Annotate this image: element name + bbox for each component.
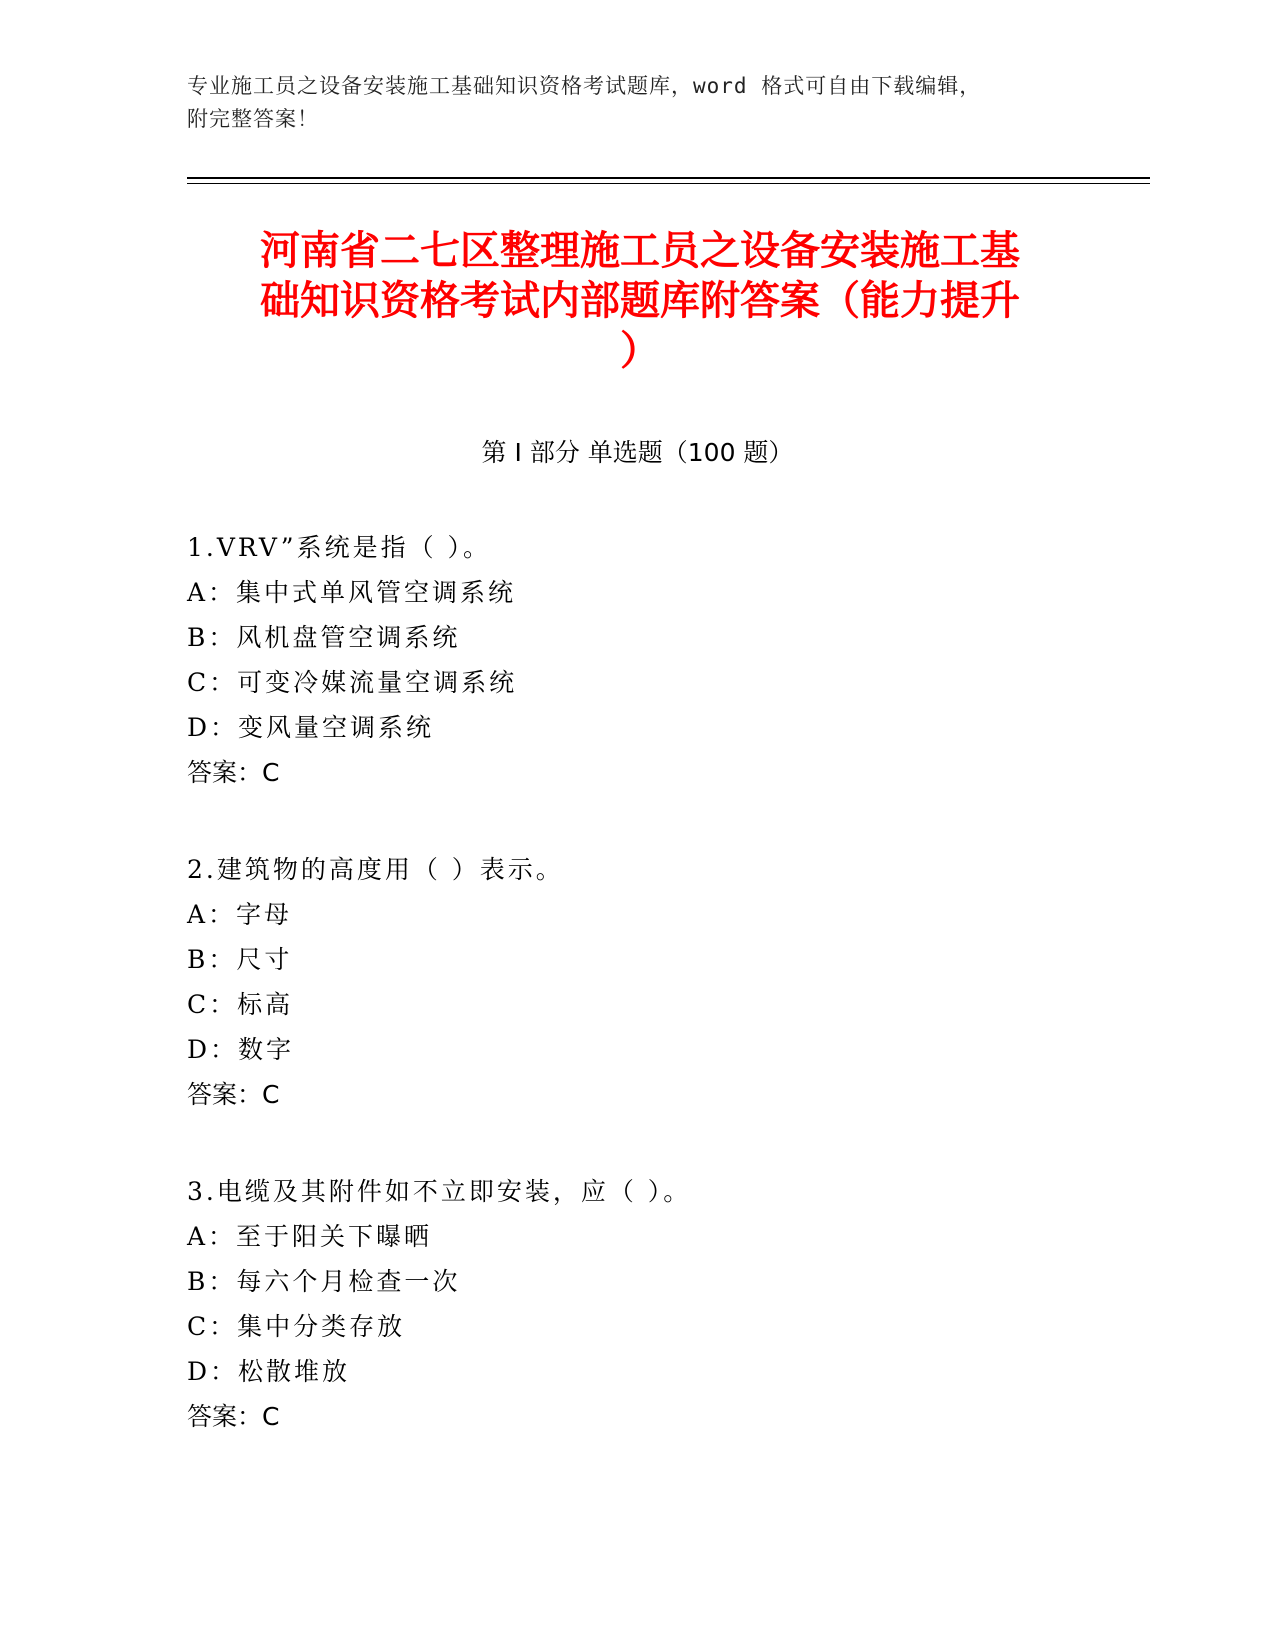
question-stem: 2.建筑物的高度用（ ）表示。	[187, 855, 564, 884]
option-a: A：集中式单风管空调系统	[187, 578, 517, 607]
option-a: A：字母	[187, 900, 293, 929]
question-stem: 1.VRV”系统是指（ ）。	[187, 533, 492, 562]
answer: 答案：C	[187, 1080, 280, 1109]
option-d: D：数字	[187, 1035, 295, 1064]
document-title-line-2: 础知识资格考试内部题库附答案（能力提升	[260, 278, 1020, 324]
question-2	[187, 847, 1147, 1117]
option-b: B：风机盘管空调系统	[187, 623, 461, 652]
document-title-line-3: ）	[620, 328, 660, 374]
header-divider-thin	[187, 183, 1150, 184]
header-divider-thick	[187, 177, 1150, 179]
answer: 答案：C	[187, 1402, 280, 1431]
question-list	[187, 525, 1147, 1491]
option-b: B：每六个月检查一次	[187, 1267, 461, 1296]
document-title	[190, 226, 1090, 376]
option-d: D：松散堆放	[187, 1357, 351, 1386]
option-c: C：可变冷媒流量空调系统	[187, 668, 518, 697]
option-a: A：至于阳关下曝晒	[187, 1222, 433, 1251]
section-heading: 第 I 部分 单选题（100 题）	[481, 438, 794, 467]
header-note-line-1: 专业施工员之设备安装施工基础知识资格考试题库，word 格式可自由下载编辑，	[187, 74, 982, 98]
option-b: B：尺寸	[187, 945, 293, 974]
option-d: D：变风量空调系统	[187, 713, 435, 742]
header-note	[187, 70, 1067, 136]
document-title-line-1: 河南省二七区整理施工员之设备安装施工基	[260, 228, 1020, 274]
header-note-line-2: 附完整答案！	[187, 107, 319, 131]
option-c: C：标高	[187, 990, 294, 1019]
question-1	[187, 525, 1147, 795]
answer: 答案：C	[187, 758, 280, 787]
question-3	[187, 1169, 1147, 1439]
option-c: C：集中分类存放	[187, 1312, 406, 1341]
question-stem: 3.电缆及其附件如不立即安装，应（ ）。	[187, 1177, 692, 1206]
